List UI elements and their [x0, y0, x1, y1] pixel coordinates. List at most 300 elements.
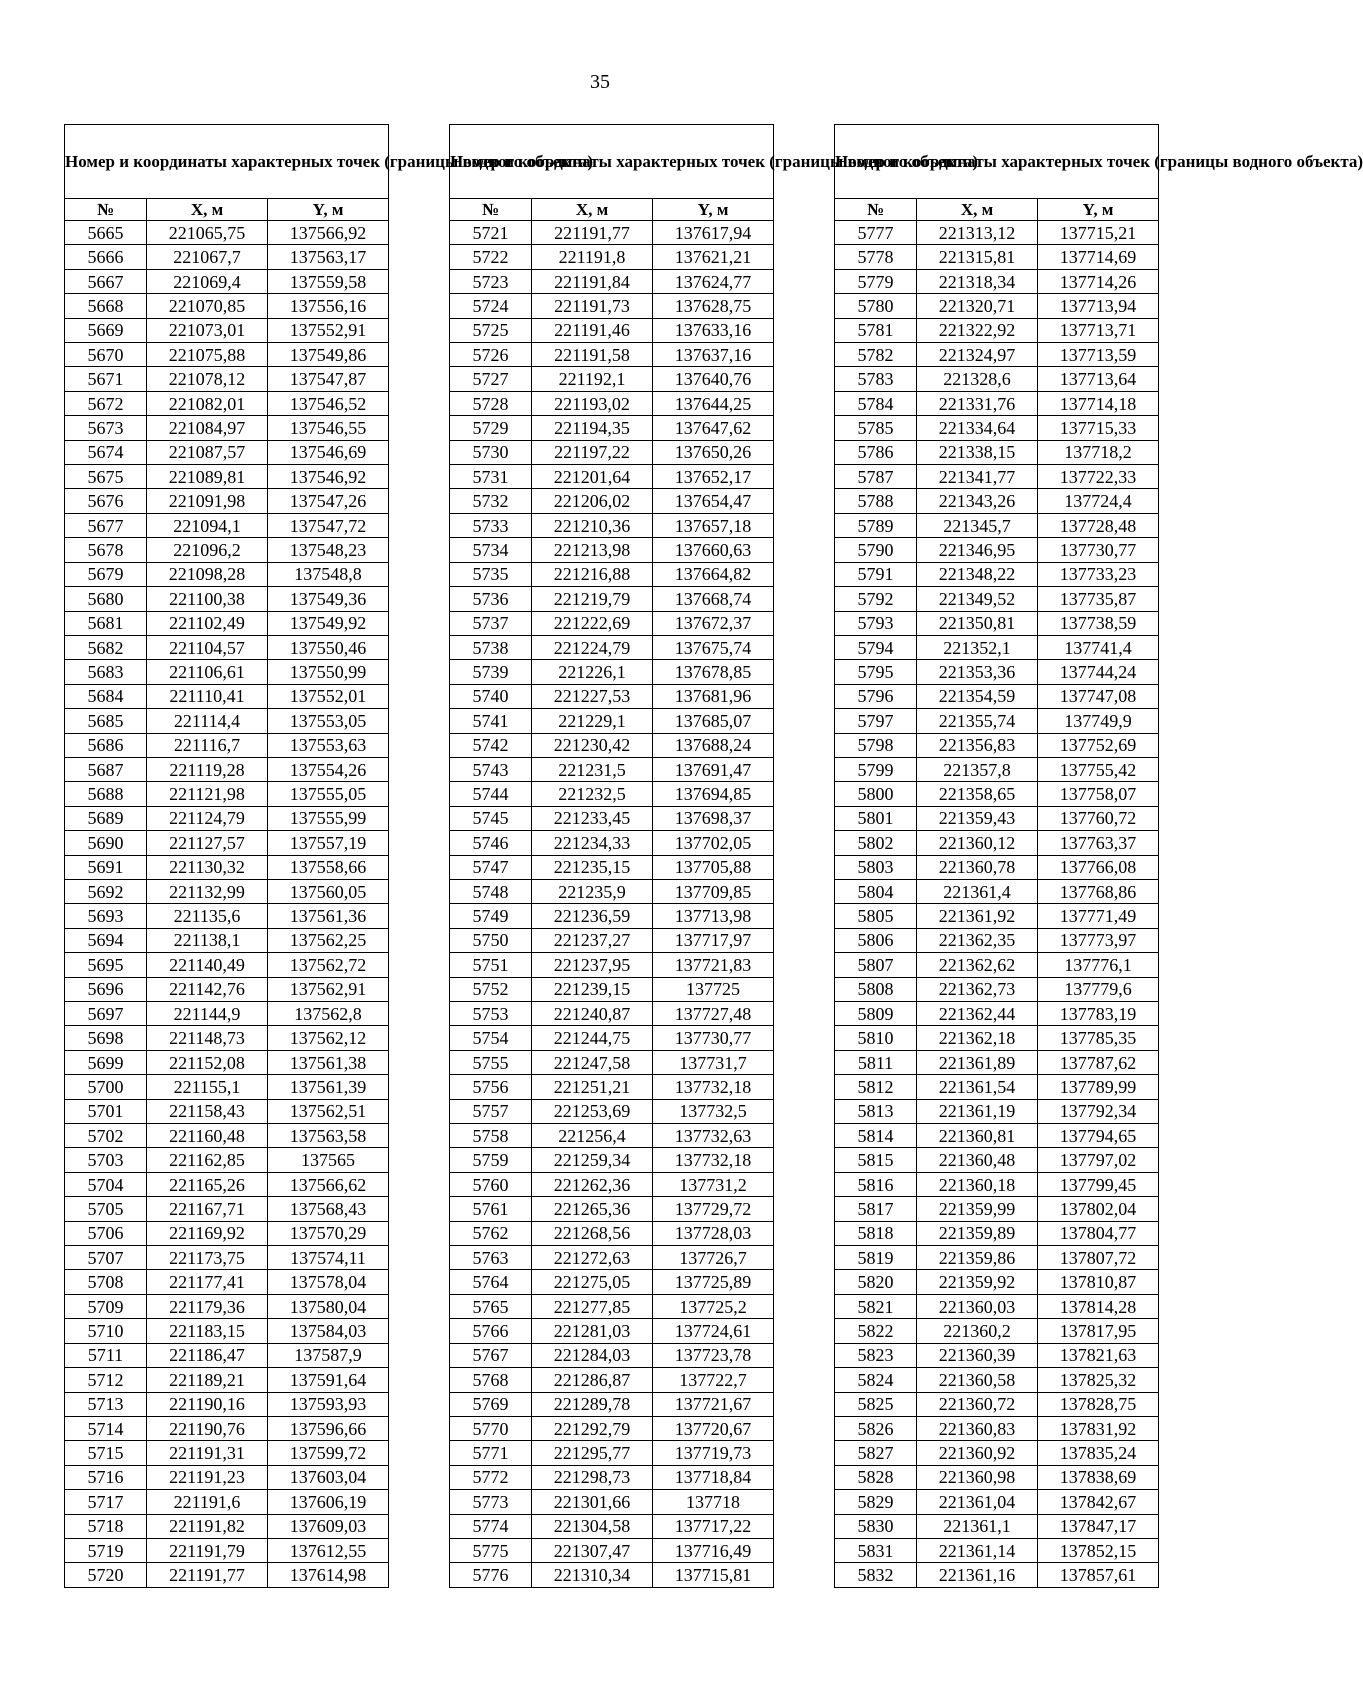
- table-row: [450, 416, 774, 440]
- y-coordinate-cell: 137550,99: [268, 660, 389, 684]
- table-row: [450, 269, 774, 293]
- point-number-cell: 5801: [835, 806, 917, 830]
- table-row: [450, 587, 774, 611]
- y-coordinate-cell: 137552,91: [268, 318, 389, 342]
- table-row: [65, 1563, 389, 1587]
- table-row: [65, 1538, 389, 1562]
- y-coordinate-cell: 137716,49: [653, 1538, 774, 1562]
- x-coordinate-cell: 221191,82: [147, 1514, 268, 1538]
- x-coordinate-cell: 221232,5: [532, 782, 653, 806]
- y-coordinate-cell: 137785,35: [1038, 1026, 1159, 1050]
- x-coordinate-cell: 221186,47: [147, 1343, 268, 1367]
- table-row: [450, 1368, 774, 1392]
- table-row: [450, 782, 774, 806]
- table-body: [450, 221, 774, 1588]
- table-row: [450, 879, 774, 903]
- x-coordinate-cell: 221320,71: [917, 294, 1038, 318]
- point-number-cell: 5811: [835, 1050, 917, 1074]
- x-coordinate-cell: 221354,59: [917, 684, 1038, 708]
- x-coordinate-cell: 221361,14: [917, 1538, 1038, 1562]
- x-coordinate-cell: 221140,49: [147, 953, 268, 977]
- y-coordinate-cell: 137558,66: [268, 855, 389, 879]
- point-number-cell: 5665: [65, 221, 147, 245]
- x-coordinate-cell: 221191,77: [532, 221, 653, 245]
- y-coordinate-cell: 137838,69: [1038, 1465, 1159, 1489]
- y-coordinate-cell: 137722,33: [1038, 465, 1159, 489]
- point-number-cell: 5830: [835, 1514, 917, 1538]
- table-row: [450, 1416, 774, 1440]
- table-row: [65, 269, 389, 293]
- x-coordinate-cell: 221191,73: [532, 294, 653, 318]
- table-row: [835, 635, 1159, 659]
- point-number-cell: 5789: [835, 513, 917, 537]
- table-row: [450, 806, 774, 830]
- table-row: [835, 953, 1159, 977]
- table-row: [65, 318, 389, 342]
- y-coordinate-cell: 137587,9: [268, 1343, 389, 1367]
- y-coordinate-cell: 137771,49: [1038, 904, 1159, 928]
- point-number-cell: 5743: [450, 757, 532, 781]
- y-coordinate-cell: 137779,6: [1038, 977, 1159, 1001]
- point-number-cell: 5769: [450, 1392, 532, 1416]
- table-row: [835, 221, 1159, 245]
- x-coordinate-cell: 221318,34: [917, 269, 1038, 293]
- x-coordinate-cell: 221106,61: [147, 660, 268, 684]
- table-row: [450, 660, 774, 684]
- point-number-cell: 5731: [450, 465, 532, 489]
- y-coordinate-cell: 137617,94: [653, 221, 774, 245]
- x-coordinate-cell: 221127,57: [147, 831, 268, 855]
- column-header-number: №: [65, 199, 147, 221]
- point-number-cell: 5794: [835, 635, 917, 659]
- x-coordinate-cell: 221359,86: [917, 1246, 1038, 1270]
- x-coordinate-cell: 221360,03: [917, 1294, 1038, 1318]
- point-number-cell: 5707: [65, 1246, 147, 1270]
- table-row: [835, 855, 1159, 879]
- x-coordinate-cell: 221160,48: [147, 1124, 268, 1148]
- point-number-cell: 5832: [835, 1563, 917, 1587]
- y-coordinate-cell: 137835,24: [1038, 1441, 1159, 1465]
- x-coordinate-cell: 221152,08: [147, 1050, 268, 1074]
- x-coordinate-cell: 221350,81: [917, 611, 1038, 635]
- y-coordinate-cell: 137802,04: [1038, 1197, 1159, 1221]
- table-row: [65, 879, 389, 903]
- table-row: [65, 1392, 389, 1416]
- x-coordinate-cell: 221235,9: [532, 879, 653, 903]
- point-number-cell: 5808: [835, 977, 917, 1001]
- y-coordinate-cell: 137554,26: [268, 757, 389, 781]
- table-row: [835, 1026, 1159, 1050]
- x-coordinate-cell: 221356,83: [917, 733, 1038, 757]
- x-coordinate-cell: 221190,76: [147, 1416, 268, 1440]
- table-row: [450, 709, 774, 733]
- table-row: [450, 343, 774, 367]
- x-coordinate-cell: 221227,53: [532, 684, 653, 708]
- point-number-cell: 5700: [65, 1075, 147, 1099]
- point-number-cell: 5817: [835, 1197, 917, 1221]
- x-coordinate-cell: 221360,12: [917, 831, 1038, 855]
- x-coordinate-cell: 221210,36: [532, 513, 653, 537]
- x-coordinate-cell: 221343,26: [917, 489, 1038, 513]
- x-coordinate-cell: 221148,73: [147, 1026, 268, 1050]
- point-number-cell: 5762: [450, 1221, 532, 1245]
- table-row: [835, 831, 1159, 855]
- table-row: [65, 1343, 389, 1367]
- table-row: [835, 1392, 1159, 1416]
- x-coordinate-cell: 221089,81: [147, 465, 268, 489]
- table-row: [65, 538, 389, 562]
- x-coordinate-cell: 221213,98: [532, 538, 653, 562]
- table-row: [835, 1050, 1159, 1074]
- y-coordinate-cell: 137794,65: [1038, 1124, 1159, 1148]
- point-number-cell: 5720: [65, 1563, 147, 1587]
- y-coordinate-cell: 137609,03: [268, 1514, 389, 1538]
- table-row: [65, 465, 389, 489]
- x-coordinate-cell: 221262,36: [532, 1172, 653, 1196]
- x-coordinate-cell: 221301,66: [532, 1490, 653, 1514]
- x-coordinate-cell: 221360,83: [917, 1416, 1038, 1440]
- point-number-cell: 5829: [835, 1490, 917, 1514]
- y-coordinate-cell: 137565: [268, 1148, 389, 1172]
- point-number-cell: 5754: [450, 1026, 532, 1050]
- x-coordinate-cell: 221100,38: [147, 587, 268, 611]
- x-coordinate-cell: 221360,58: [917, 1368, 1038, 1392]
- x-coordinate-cell: 221236,59: [532, 904, 653, 928]
- y-coordinate-cell: 137640,76: [653, 367, 774, 391]
- x-coordinate-cell: 221361,04: [917, 1490, 1038, 1514]
- y-coordinate-cell: 137718: [653, 1490, 774, 1514]
- y-coordinate-cell: 137548,8: [268, 562, 389, 586]
- column-header-number: №: [450, 199, 532, 221]
- point-number-cell: 5812: [835, 1075, 917, 1099]
- point-number-cell: 5734: [450, 538, 532, 562]
- point-number-cell: 5733: [450, 513, 532, 537]
- table-row: [65, 635, 389, 659]
- table-row: [450, 245, 774, 269]
- y-coordinate-cell: 137792,34: [1038, 1099, 1159, 1123]
- table-row: [450, 391, 774, 415]
- point-number-cell: 5806: [835, 928, 917, 952]
- table-title: Номер и координаты характерных точек (границы водного объекта): [835, 125, 1159, 199]
- table-title: Номер и координаты характерных точек (границы водного объекта): [450, 125, 774, 199]
- y-coordinate-cell: 137549,86: [268, 343, 389, 367]
- x-coordinate-cell: 221191,84: [532, 269, 653, 293]
- y-coordinate-cell: 137755,42: [1038, 757, 1159, 781]
- point-number-cell: 5703: [65, 1148, 147, 1172]
- x-coordinate-cell: 221094,1: [147, 513, 268, 537]
- x-coordinate-cell: 221216,88: [532, 562, 653, 586]
- table-row: [835, 245, 1159, 269]
- y-coordinate-cell: 137562,51: [268, 1099, 389, 1123]
- table-row: [65, 1050, 389, 1074]
- point-number-cell: 5792: [835, 587, 917, 611]
- y-coordinate-cell: 137807,72: [1038, 1246, 1159, 1270]
- x-coordinate-cell: 221281,03: [532, 1319, 653, 1343]
- table-row: [65, 1490, 389, 1514]
- y-coordinate-cell: 137549,92: [268, 611, 389, 635]
- table-row: [450, 757, 774, 781]
- y-coordinate-cell: 137559,58: [268, 269, 389, 293]
- point-number-cell: 5822: [835, 1319, 917, 1343]
- point-number-cell: 5803: [835, 855, 917, 879]
- table-row: [65, 1197, 389, 1221]
- y-coordinate-cell: 137713,98: [653, 904, 774, 928]
- point-number-cell: 5693: [65, 904, 147, 928]
- point-number-cell: 5697: [65, 1002, 147, 1026]
- point-number-cell: 5819: [835, 1246, 917, 1270]
- table-row: [835, 684, 1159, 708]
- table-row: [450, 513, 774, 537]
- point-number-cell: 5786: [835, 440, 917, 464]
- y-coordinate-cell: 137652,17: [653, 465, 774, 489]
- point-number-cell: 5798: [835, 733, 917, 757]
- x-coordinate-cell: 221206,02: [532, 489, 653, 513]
- x-coordinate-cell: 221268,56: [532, 1221, 653, 1245]
- table-row: [450, 1514, 774, 1538]
- table-row: [65, 1172, 389, 1196]
- y-coordinate-cell: 137847,17: [1038, 1514, 1159, 1538]
- x-coordinate-cell: 221361,54: [917, 1075, 1038, 1099]
- x-coordinate-cell: 221191,46: [532, 318, 653, 342]
- y-coordinate-cell: 137852,15: [1038, 1538, 1159, 1562]
- point-number-cell: 5688: [65, 782, 147, 806]
- y-coordinate-cell: 137714,26: [1038, 269, 1159, 293]
- y-coordinate-cell: 137561,39: [268, 1075, 389, 1099]
- x-coordinate-cell: 221315,81: [917, 245, 1038, 269]
- x-coordinate-cell: 221298,73: [532, 1465, 653, 1489]
- table-row: [835, 1343, 1159, 1367]
- point-number-cell: 5672: [65, 391, 147, 415]
- table-row: [65, 977, 389, 1001]
- point-number-cell: 5710: [65, 1319, 147, 1343]
- table-row: [450, 294, 774, 318]
- point-number-cell: 5825: [835, 1392, 917, 1416]
- point-number-cell: 5679: [65, 562, 147, 586]
- x-coordinate-cell: 221362,62: [917, 953, 1038, 977]
- point-number-cell: 5764: [450, 1270, 532, 1294]
- table-row: [835, 587, 1159, 611]
- y-coordinate-cell: 137814,28: [1038, 1294, 1159, 1318]
- y-coordinate-cell: 137718,84: [653, 1465, 774, 1489]
- point-number-cell: 5810: [835, 1026, 917, 1050]
- y-coordinate-cell: 137546,69: [268, 440, 389, 464]
- y-coordinate-cell: 137821,63: [1038, 1343, 1159, 1367]
- point-number-cell: 5799: [835, 757, 917, 781]
- table-row: [65, 1002, 389, 1026]
- y-coordinate-cell: 137763,37: [1038, 831, 1159, 855]
- table-row: [450, 953, 774, 977]
- table-row: [450, 465, 774, 489]
- point-number-cell: 5753: [450, 1002, 532, 1026]
- x-coordinate-cell: 221324,97: [917, 343, 1038, 367]
- x-coordinate-cell: 221307,47: [532, 1538, 653, 1562]
- y-coordinate-cell: 137714,18: [1038, 391, 1159, 415]
- table-row: [835, 757, 1159, 781]
- x-coordinate-cell: 221292,79: [532, 1416, 653, 1440]
- y-coordinate-cell: 137773,97: [1038, 928, 1159, 952]
- table-row: [835, 1563, 1159, 1587]
- y-coordinate-cell: 137732,5: [653, 1099, 774, 1123]
- y-coordinate-cell: 137776,1: [1038, 953, 1159, 977]
- point-number-cell: 5722: [450, 245, 532, 269]
- x-coordinate-cell: 221272,63: [532, 1246, 653, 1270]
- y-coordinate-cell: 137768,86: [1038, 879, 1159, 903]
- table-row: [65, 709, 389, 733]
- table-row: [65, 245, 389, 269]
- y-coordinate-cell: 137547,72: [268, 513, 389, 537]
- x-coordinate-cell: 221237,27: [532, 928, 653, 952]
- point-number-cell: 5781: [835, 318, 917, 342]
- x-coordinate-cell: 221173,75: [147, 1246, 268, 1270]
- table-row: [835, 1124, 1159, 1148]
- y-coordinate-cell: 137562,25: [268, 928, 389, 952]
- table-row: [835, 977, 1159, 1001]
- table-row: [835, 904, 1159, 928]
- y-coordinate-cell: 137831,92: [1038, 1416, 1159, 1440]
- point-number-cell: 5745: [450, 806, 532, 830]
- x-coordinate-cell: 221359,92: [917, 1270, 1038, 1294]
- y-coordinate-cell: 137580,04: [268, 1294, 389, 1318]
- y-coordinate-cell: 137556,16: [268, 294, 389, 318]
- y-coordinate-cell: 137561,36: [268, 904, 389, 928]
- x-coordinate-cell: 221191,23: [147, 1465, 268, 1489]
- x-coordinate-cell: 221345,7: [917, 513, 1038, 537]
- table-row: [835, 1465, 1159, 1489]
- x-coordinate-cell: 221162,85: [147, 1148, 268, 1172]
- x-coordinate-cell: 221124,79: [147, 806, 268, 830]
- x-coordinate-cell: 221191,8: [532, 245, 653, 269]
- point-number-cell: 5773: [450, 1490, 532, 1514]
- point-number-cell: 5759: [450, 1148, 532, 1172]
- table-row: [835, 1416, 1159, 1440]
- y-coordinate-cell: 137548,23: [268, 538, 389, 562]
- x-coordinate-cell: 221177,41: [147, 1270, 268, 1294]
- x-coordinate-cell: 221360,39: [917, 1343, 1038, 1367]
- point-number-cell: 5772: [450, 1465, 532, 1489]
- y-coordinate-cell: 137729,72: [653, 1197, 774, 1221]
- point-number-cell: 5696: [65, 977, 147, 1001]
- point-number-cell: 5756: [450, 1075, 532, 1099]
- point-number-cell: 5813: [835, 1099, 917, 1123]
- table-row: [835, 513, 1159, 537]
- x-coordinate-cell: 221361,4: [917, 879, 1038, 903]
- x-coordinate-cell: 221361,16: [917, 1563, 1038, 1587]
- y-coordinate-cell: 137637,16: [653, 343, 774, 367]
- x-coordinate-cell: 221295,77: [532, 1441, 653, 1465]
- table-row: [65, 562, 389, 586]
- x-coordinate-cell: 221265,36: [532, 1197, 653, 1221]
- x-coordinate-cell: 221104,57: [147, 635, 268, 659]
- point-number-cell: 5791: [835, 562, 917, 586]
- table-row: [835, 611, 1159, 635]
- y-coordinate-cell: 137724,4: [1038, 489, 1159, 513]
- point-number-cell: 5702: [65, 1124, 147, 1148]
- point-number-cell: 5826: [835, 1416, 917, 1440]
- x-coordinate-cell: 221226,1: [532, 660, 653, 684]
- y-coordinate-cell: 137562,8: [268, 1002, 389, 1026]
- table-row: [65, 855, 389, 879]
- table-row: [835, 465, 1159, 489]
- x-coordinate-cell: 221251,21: [532, 1075, 653, 1099]
- point-number-cell: 5730: [450, 440, 532, 464]
- x-coordinate-cell: 221219,79: [532, 587, 653, 611]
- x-coordinate-cell: 221183,15: [147, 1319, 268, 1343]
- table-row: [835, 1294, 1159, 1318]
- x-coordinate-cell: 221193,02: [532, 391, 653, 415]
- point-number-cell: 5816: [835, 1172, 917, 1196]
- point-number-cell: 5670: [65, 343, 147, 367]
- y-coordinate-cell: 137760,72: [1038, 806, 1159, 830]
- point-number-cell: 5774: [450, 1514, 532, 1538]
- table-row: [450, 1050, 774, 1074]
- x-coordinate-cell: 221361,92: [917, 904, 1038, 928]
- x-coordinate-cell: 221334,64: [917, 416, 1038, 440]
- y-coordinate-cell: 137735,87: [1038, 587, 1159, 611]
- point-number-cell: 5802: [835, 831, 917, 855]
- table-title: Номер и координаты характерных точек (границы водного объекта): [65, 125, 389, 199]
- table-row: [835, 1099, 1159, 1123]
- table-row: [835, 1197, 1159, 1221]
- y-coordinate-cell: 137705,88: [653, 855, 774, 879]
- table-row: [65, 757, 389, 781]
- point-number-cell: 5738: [450, 635, 532, 659]
- y-coordinate-cell: 137593,93: [268, 1392, 389, 1416]
- table-row: [835, 416, 1159, 440]
- point-number-cell: 5828: [835, 1465, 917, 1489]
- x-coordinate-cell: 221331,76: [917, 391, 1038, 415]
- y-coordinate-cell: 137738,59: [1038, 611, 1159, 635]
- y-coordinate-cell: 137591,64: [268, 1368, 389, 1392]
- x-coordinate-cell: 221135,6: [147, 904, 268, 928]
- y-coordinate-cell: 137720,67: [653, 1416, 774, 1440]
- y-coordinate-cell: 137644,25: [653, 391, 774, 415]
- y-coordinate-cell: 137698,37: [653, 806, 774, 830]
- table-row: [835, 709, 1159, 733]
- point-number-cell: 5713: [65, 1392, 147, 1416]
- y-coordinate-cell: 137713,94: [1038, 294, 1159, 318]
- y-coordinate-cell: 137726,7: [653, 1246, 774, 1270]
- x-coordinate-cell: 221353,36: [917, 660, 1038, 684]
- y-coordinate-cell: 137628,75: [653, 294, 774, 318]
- x-coordinate-cell: 221256,4: [532, 1124, 653, 1148]
- x-coordinate-cell: 221096,2: [147, 538, 268, 562]
- table-row: [65, 343, 389, 367]
- column-header-x: X, м: [147, 199, 268, 221]
- y-coordinate-cell: 137731,7: [653, 1050, 774, 1074]
- y-coordinate-cell: 137749,9: [1038, 709, 1159, 733]
- point-number-cell: 5818: [835, 1221, 917, 1245]
- column-header-y: Y, м: [653, 199, 774, 221]
- point-number-cell: 5788: [835, 489, 917, 513]
- table-row: [450, 1563, 774, 1587]
- point-number-cell: 5721: [450, 221, 532, 245]
- x-coordinate-cell: 221357,8: [917, 757, 1038, 781]
- x-coordinate-cell: 221359,99: [917, 1197, 1038, 1221]
- table-row: [65, 1246, 389, 1270]
- y-coordinate-cell: 137599,72: [268, 1441, 389, 1465]
- x-coordinate-cell: 221201,64: [532, 465, 653, 489]
- x-coordinate-cell: 221067,7: [147, 245, 268, 269]
- y-coordinate-cell: 137719,73: [653, 1441, 774, 1465]
- y-coordinate-cell: 137842,67: [1038, 1490, 1159, 1514]
- table-row: [65, 391, 389, 415]
- x-coordinate-cell: 221121,98: [147, 782, 268, 806]
- point-number-cell: 5777: [835, 221, 917, 245]
- y-coordinate-cell: 137547,26: [268, 489, 389, 513]
- point-number-cell: 5747: [450, 855, 532, 879]
- table-row: [835, 1075, 1159, 1099]
- point-number-cell: 5814: [835, 1124, 917, 1148]
